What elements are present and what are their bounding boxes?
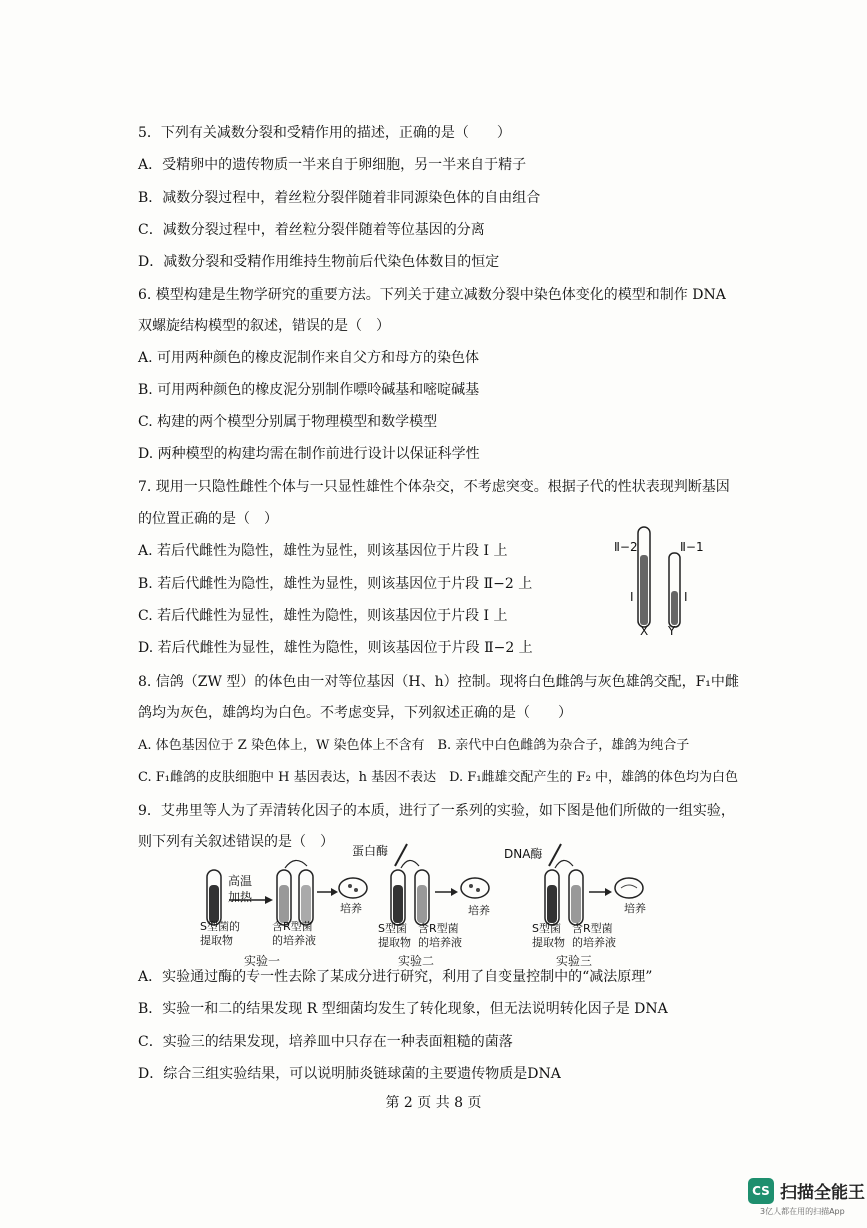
q8-options-ab: A. 体色基因位于 Z 染色体上，W 染色体上不含有 B. 亲代中白色雌鸽为杂合子，雄鸽为纯合子 [138,738,690,753]
q6-option-b: B. 可用两种颜色的橡皮泥分别制作嘌呤碱基和嘧啶碱基 [138,382,480,398]
q9-option-b: B．实验一和二的结果发现 R 型细菌均发生了转化现象，但无法说明转化因子是 DNA [138,1001,668,1017]
q6-stem-line1: 6. 模型构建是生物学研究的重要方法。下列关于建立减数分裂中染色体变化的模型和制作 DNA [138,287,726,303]
label-exp1: 实验一 [244,954,281,968]
label-heat: 高温 [228,874,253,888]
label-r-3b: 的培养液 [572,936,616,949]
label-exp3: 实验三 [556,954,593,968]
label-heat2: 加热 [228,890,253,904]
label-r-1a: 含R型菌 [272,920,313,933]
label-r-2b: 的培养液 [418,936,462,949]
label-protease: 蛋白酶 [352,844,389,858]
q7-option-a: A. 若后代雌性为隐性，雄性为显性，则该基因位于片段 Ⅰ 上 [138,543,508,559]
label-extract-2b: 提取物 [378,936,411,949]
label-i-left: Ⅰ [630,590,634,604]
label-r-2a: 含R型菌 [418,922,459,935]
label-culture-2: 培养 [468,904,490,917]
camscanner-logo-icon: CS [748,1178,774,1204]
q5-option-b: B．减数分裂过程中，着丝粒分裂伴随着非同源染色体的自由组合 [138,190,541,206]
q6-stem-line2: 双螺旋结构模型的叙述，错误的是（ ） [138,318,390,334]
q6-option-a: A. 可用两种颜色的橡皮泥制作来自父方和母方的染色体 [138,350,480,366]
q6-option-d: D. 两种模型的构建均需在制作前进行设计以保证科学性 [138,446,480,462]
label-extract-1b: 提取物 [200,934,233,947]
q7-option-d: D. 若后代雌性为显性，雄性为隐性，则该基因位于片段 Ⅱ−2 上 [138,640,533,656]
q8-stem-line2: 鸽均为灰色，雄鸽均为白色。不考虑变异，下列叙述正确的是（ ） [138,705,572,721]
label-i-right: Ⅰ [684,590,688,604]
label-culture-3: 培养 [624,902,646,915]
label-extract-3a: S型菌 [532,922,561,935]
q5-option-a: A．受精卵中的遗传物质一半来自于卵细胞，另一半来自于精子 [138,157,527,173]
label-culture-1: 培养 [340,902,362,915]
q7-option-b: B. 若后代雌性为隐性，雄性为显性，则该基因位于片段 Ⅱ−2 上 [138,576,533,592]
q9-option-c: C．实验三的结果发现，培养皿中只存在一种表面粗糙的菌落 [138,1034,513,1050]
page-number: 第 2 页 共 8 页 [385,1095,482,1111]
label-ii-2: Ⅱ−2 [614,540,638,554]
label-dnase: DNA酶 [504,847,543,861]
label-extract-1a: S型菌的 [200,920,240,933]
label-extract-3b: 提取物 [532,936,565,949]
label-extract-2a: S型菌 [378,922,407,935]
q7-stem-line1: 7. 现用一只隐性雌性个体与一只显性雄性个体杂交，不考虑突变。根据子代的性状表现判断基因 [138,479,730,495]
q9-option-a: A．实验通过酶的专一性去除了某成分进行研究，利用了自变量控制中的“减法原理” [138,969,653,985]
q6-option-c: C. 构建的两个模型分别属于物理模型和数学模型 [138,414,438,430]
q9-stem-line1: 9．艾弗里等人为了弄清转化因子的本质，进行了一系列的实验，如下图是他们所做的一组实验， [138,803,735,819]
camscanner-tagline: 3亿人都在用的扫描App [760,1207,845,1216]
q5-option-d: D．减数分裂和受精作用维持生物前后代染色体数目的恒定 [138,254,500,270]
q8-stem-line1: 8. 信鸽（ZW 型）的体色由一对等位基因（H、h）控制。现将白色雌鸽与灰色雄鸽交配，F₁中雌 [138,674,739,690]
camscanner-name: 扫描全能王 [780,1183,865,1203]
label-ii-1: Ⅱ−1 [680,540,704,554]
label-y: Y [668,624,676,638]
q9-option-d: D．综合三组实验结果，可以说明肺炎链球菌的主要遗传物质是DNA [138,1066,561,1082]
label-exp2: 实验二 [398,954,435,968]
q5-option-c: C．减数分裂过程中，着丝粒分裂伴随着等位基因的分离 [138,222,485,238]
q5-stem: 5．下列有关减数分裂和受精作用的描述，正确的是（ ） [138,125,511,141]
label-r-1b: 的培养液 [272,934,316,947]
q7-stem-line2: 的位置正确的是（ ） [138,511,278,527]
q7-option-c: C. 若后代雌性为显性，雄性为隐性，则该基因位于片段 Ⅰ 上 [138,608,508,624]
label-x: X [640,624,649,638]
label-r-3a: 含R型菌 [572,922,613,935]
q9-stem-line2: 则下列有关叙述错误的是（ ） [138,834,334,850]
q8-options-cd: C. F₁雌鸽的皮肤细胞中 H 基因表达，h 基因不表达 D. F₁雌雄交配产生的 F₂ 中，雄鸽的体色均为白色 [138,770,739,785]
